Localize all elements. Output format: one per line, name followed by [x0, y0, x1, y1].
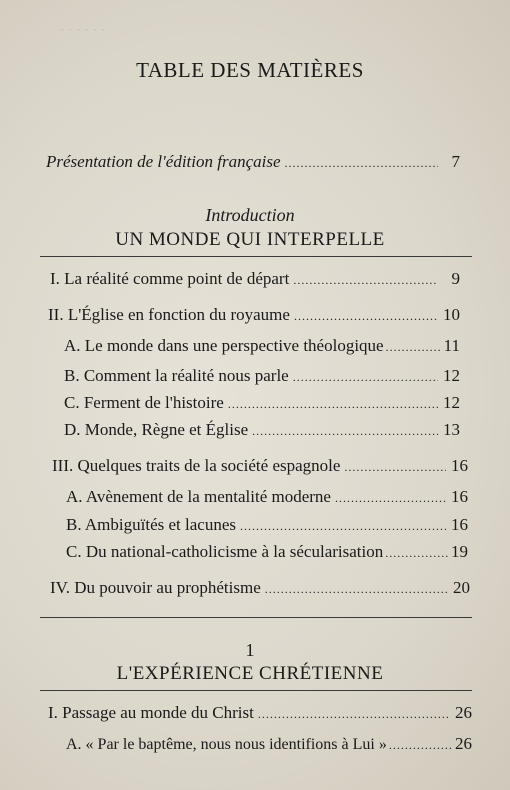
entry-page: 7 [451, 152, 460, 171]
leader-dots [344, 460, 446, 475]
toc-entry [66, 734, 472, 754]
leader-dots [294, 309, 438, 324]
entry-label: A. « Par le baptême, nous nous identifions à Lui » [66, 736, 387, 753]
leader-dots [293, 370, 438, 385]
entry-label: D. Monde, Règne et Église [64, 420, 249, 439]
leader-dots [258, 707, 450, 722]
toc-entry [64, 366, 460, 386]
entry-page: 19 [451, 542, 468, 561]
toc-entry [64, 393, 460, 413]
entry-label: IV. Du pouvoir au prophétisme [50, 578, 261, 597]
entry-page: 11 [443, 336, 460, 355]
toc-entry [50, 578, 470, 598]
toc-entry [50, 269, 460, 289]
entry-page: 16 [451, 456, 468, 475]
entry-label: B. Comment la réalité nous parle [64, 366, 289, 385]
chapter-rule [40, 617, 472, 618]
leader-dots [252, 424, 438, 439]
leader-dots [385, 546, 448, 561]
entry-page: 10 [443, 305, 460, 324]
entry-page: 16 [451, 487, 468, 506]
entry-page: 9 [451, 269, 460, 288]
entry-page: 26 [455, 703, 472, 722]
toc-entry-presentation [46, 152, 460, 172]
entry-page: 16 [451, 515, 468, 534]
entry-label: Présentation de l'édition française [46, 152, 281, 171]
entry-page: 12 [443, 366, 460, 385]
toc-entry [48, 703, 472, 723]
toc-entry [66, 487, 468, 507]
leader-dots [228, 397, 438, 412]
entry-label: I. Passage au monde du Christ [48, 703, 254, 722]
toc-entry [64, 336, 460, 356]
toc-entry [66, 515, 468, 535]
leader-dots [389, 738, 452, 753]
page-title: TABLE DES MATIÈRES [136, 58, 364, 82]
intro-kicker: Introduction [205, 205, 295, 225]
toc-entry [52, 456, 468, 476]
entry-page: 13 [443, 420, 460, 439]
chapter-heading-rule [40, 690, 472, 691]
entry-label: I. La réalité comme point de départ [50, 269, 290, 288]
chapter-heading: L'EXPÉRIENCE CHRÉTIENNE [116, 663, 384, 684]
entry-label: II. L'Église en fonction du royaume [48, 305, 290, 324]
entry-label: C. Du national-catholicisme à la sécularisation [66, 542, 384, 561]
show-through-text: · · · · · · [60, 21, 106, 36]
leader-dots [285, 156, 438, 171]
entry-page: 12 [443, 393, 460, 412]
leader-dots [265, 582, 448, 597]
entry-label: B. Ambiguïtés et lacunes [66, 515, 236, 534]
chapter-number: 1 [245, 640, 255, 660]
entry-label: III. Quelques traits de la société espagnole [52, 456, 341, 475]
intro-rule [40, 256, 472, 257]
entry-page: 26 [455, 734, 472, 753]
intro-heading: UN MONDE QUI INTERPELLE [115, 229, 385, 250]
leader-dots [240, 519, 446, 534]
entry-label: A. Avènement de la mentalité moderne [66, 487, 331, 506]
leader-dots [293, 273, 438, 288]
leader-dots [386, 340, 440, 355]
entry-label: A. Le monde dans une perspective théologique [64, 336, 384, 355]
entry-page: 20 [453, 578, 470, 597]
toc-entry [64, 420, 460, 440]
entry-label: C. Ferment de l'histoire [64, 393, 224, 412]
leader-dots [335, 491, 446, 506]
toc-entry [66, 542, 468, 562]
toc-entry [48, 305, 460, 325]
